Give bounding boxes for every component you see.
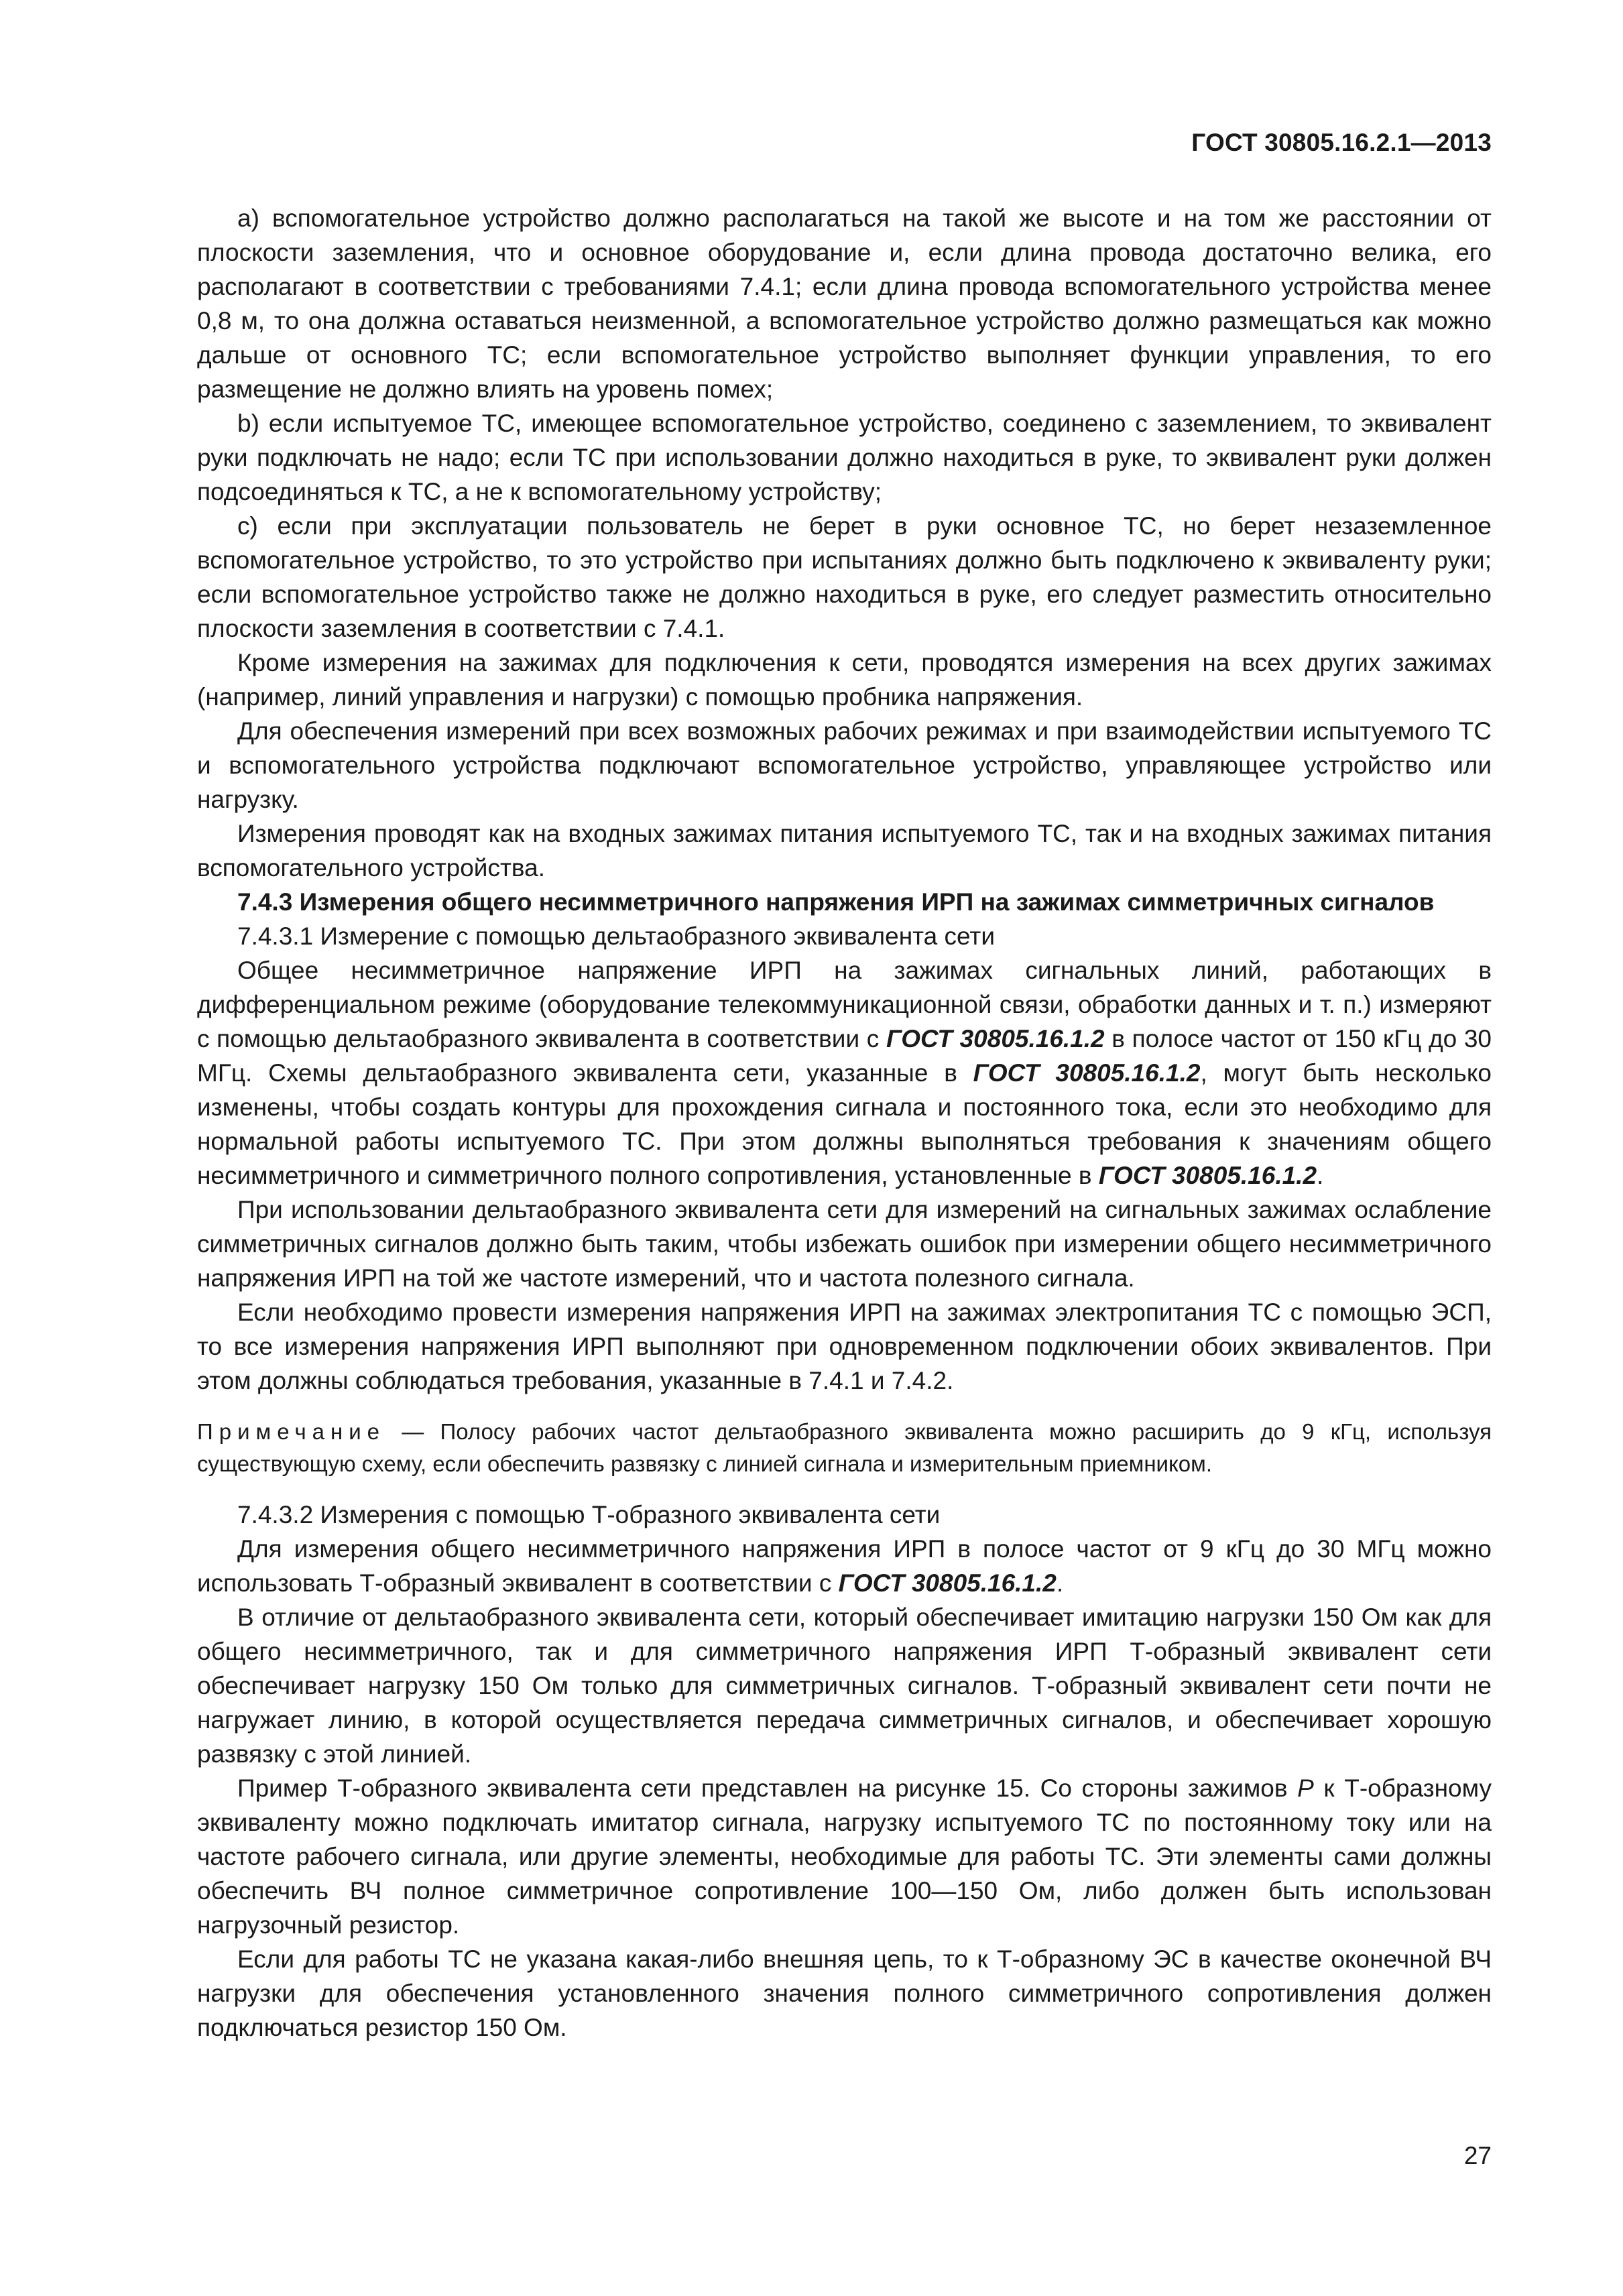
terminal-symbol: P	[1297, 1774, 1314, 1802]
page-number: 27	[1463, 2142, 1492, 2169]
paragraph-c: c) если при эксплуатации пользователь не берет в руки основное ТС, но берет незаземленное вспомогательное устройство, то это устройство при испытаниях должно быть подключено к эквиваленту руки; если вспомогательное устройство также не должно находиться в руке, его следует разместить относительно плоскости заземления в соответствии с 7.4.1.	[197, 512, 1492, 642]
standard-reference: ГОСТ 30805.16.1.2	[1098, 1162, 1317, 1189]
document-body	[197, 201, 1492, 2045]
text-run: в полосе частот от 150 кГц до 30 МГц. Схемы дельтаобразного эквивалента сети, указанные в	[197, 1025, 1492, 1087]
text-run: .	[1056, 1569, 1064, 1597]
paragraph-a: a) вспомогательное устройство должно располагаться на такой же высоте и на том же расстоянии от плоскости заземления, что и основное оборудование и, если длина провода достаточно велика, его располагают в соответствии с требованиями 7.4.1; если длина провода вспомогательного устройства менее 0,8 м, то она должна оставаться неизменной, а вспомогательное устройство должно размещаться как можно дальше от основного ТС; если вспомогательное устройство выполняет функции управления, то его размещение не должно влиять на уровень помех;	[197, 204, 1492, 403]
paragraph-example	[197, 1771, 1492, 1942]
standard-reference: ГОСТ 30805.16.1.2	[973, 1059, 1201, 1087]
paragraph-other-terminals: Кроме измерения на зажимах для подключения к сети, проводятся измерения на всех других зажимах (например, линий управления и нагрузки) с помощью пробника напряжения.	[197, 649, 1492, 711]
text-run: к Т-образному эквиваленту можно подключать имитатор сигнала, нагрузку испытуемого ТС по постоянному току или на частоте рабочего сигнала, или другие элементы, необходимые для работы ТС. Эти элементы сами должны обеспечить ВЧ полное симметричное сопротивление 100—150 Ом, либо должен быть использован нагрузочный резистор.	[197, 1774, 1492, 1939]
paragraph-attenuation: При использовании дельтаобразного эквивалента сети для измерений на сигнальных зажимах ослабление симметричных сигналов должно быть таким, чтобы избежать ошибок при измерении общего несимметричного напряжения ИРП на той же частоте измерений, что и частота полезного сигнала.	[197, 1196, 1492, 1292]
standard-reference: ГОСТ 30805.16.1.2	[838, 1569, 1057, 1597]
paragraph-operating-modes: Для обеспечения измерений при всех возможных рабочих режимах и при взаимодействии испытуемого ТС и вспомогательного устройства подключают вспомогательное устройство, управляющее устройство или нагрузку.	[197, 717, 1492, 813]
paragraph-common-mode-voltage	[197, 953, 1492, 1193]
text-run: .	[1317, 1162, 1324, 1189]
subsection-heading-7-4-3-2: 7.4.3.2 Измерения с помощью Т-образного эквивалента сети	[237, 1501, 941, 1528]
text-run: Общее несимметричное напряжение ИРП на зажимах сигнальных линий, работающих в дифференциальном режиме (оборудование телекоммуникационной связи, обработки данных и т. п.) измеряют с помощью дельтаобразного эквивалента в соответствии с	[197, 957, 1492, 1052]
text-run: Пример Т-образного эквивалента сети представлен на рисунке 15. Со стороны зажимов	[237, 1774, 1298, 1802]
paragraph-b: b) если испытуемое ТС, имеющее вспомогательное устройство, соединено с заземлением, то эквивалент руки подключать не надо; если ТС при использовании должно находиться в руке, то эквивалент руки должен подсоединяться к ТС, а не к вспомогательному устройству;	[197, 410, 1492, 505]
paragraph-difference: В отличие от дельтаобразного эквивалента сети, который обеспечивает имитацию нагрузки 150 Ом как для общего несимметричного, так и для симметричного напряжения ИРП Т-образный эквивалент сети обеспечивает нагрузку 150 Ом только для симметричных сигналов. Т-образный эквивалент сети почти не нагружает линию, в которой осуществляется передача симметричных сигналов, и обеспечивает хорошую развязку с этой линией.	[197, 1604, 1492, 1768]
note-text: — Полосу рабочих частот дельтаобразного эквивалента можно расширить до 9 кГц, используя существующую схему, если обеспечить развязку с линией сигнала и измерительным приемником.	[197, 1419, 1492, 1476]
standard-reference: ГОСТ 30805.16.1.2	[886, 1025, 1105, 1052]
note	[197, 1416, 1492, 1480]
text-run: Для измерения общего несимметричного напряжения ИРП в полосе частот от 9 кГц до 30 МГц можно использовать Т-образный эквивалент в соответствии с	[197, 1535, 1492, 1597]
section-heading-7-4-3: 7.4.3 Измерения общего несимметричного напряжения ИРП на зажимах симметричных сигналов	[237, 888, 1435, 916]
paragraph-esp: Если необходимо провести измерения напряжения ИРП на зажимах электропитания ТС с помощью ЭСП, то все измерения напряжения ИРП выполняют при одновременном подключении обоих эквивалентов. При этом должны соблюдаться требования, указанные в 7.4.1 и 7.4.2.	[197, 1298, 1492, 1394]
text-run: , могут быть несколько изменены, чтобы создать контуры для прохождения сигнала и постоянного тока, если это необходимо для нормальной работы испытуемого ТС. При этом должны выполняться требования к значениям общего несимметричного и симметричного полного сопротивления, установленные в	[197, 1059, 1492, 1189]
note-label: Примечание	[197, 1419, 386, 1444]
paragraph-t-network	[197, 1532, 1492, 1600]
document-standard-id: ГОСТ 30805.16.2.1—2013	[1191, 129, 1492, 156]
paragraph-termination: Если для работы ТС не указана какая-либо внешняя цепь, то к Т-образному ЭС в качестве оконечной ВЧ нагрузки для обеспечения установленного значения полного симметричного сопротивления должен подключаться резистор 150 Ом.	[197, 1945, 1492, 2041]
subsection-heading-7-4-3-1: 7.4.3.1 Измерение с помощью дельтаобразного эквивалента сети	[237, 922, 995, 950]
paragraph-input-terminals: Измерения проводят как на входных зажимах питания испытуемого ТС, так и на входных зажимах питания вспомогательного устройства.	[197, 820, 1492, 882]
